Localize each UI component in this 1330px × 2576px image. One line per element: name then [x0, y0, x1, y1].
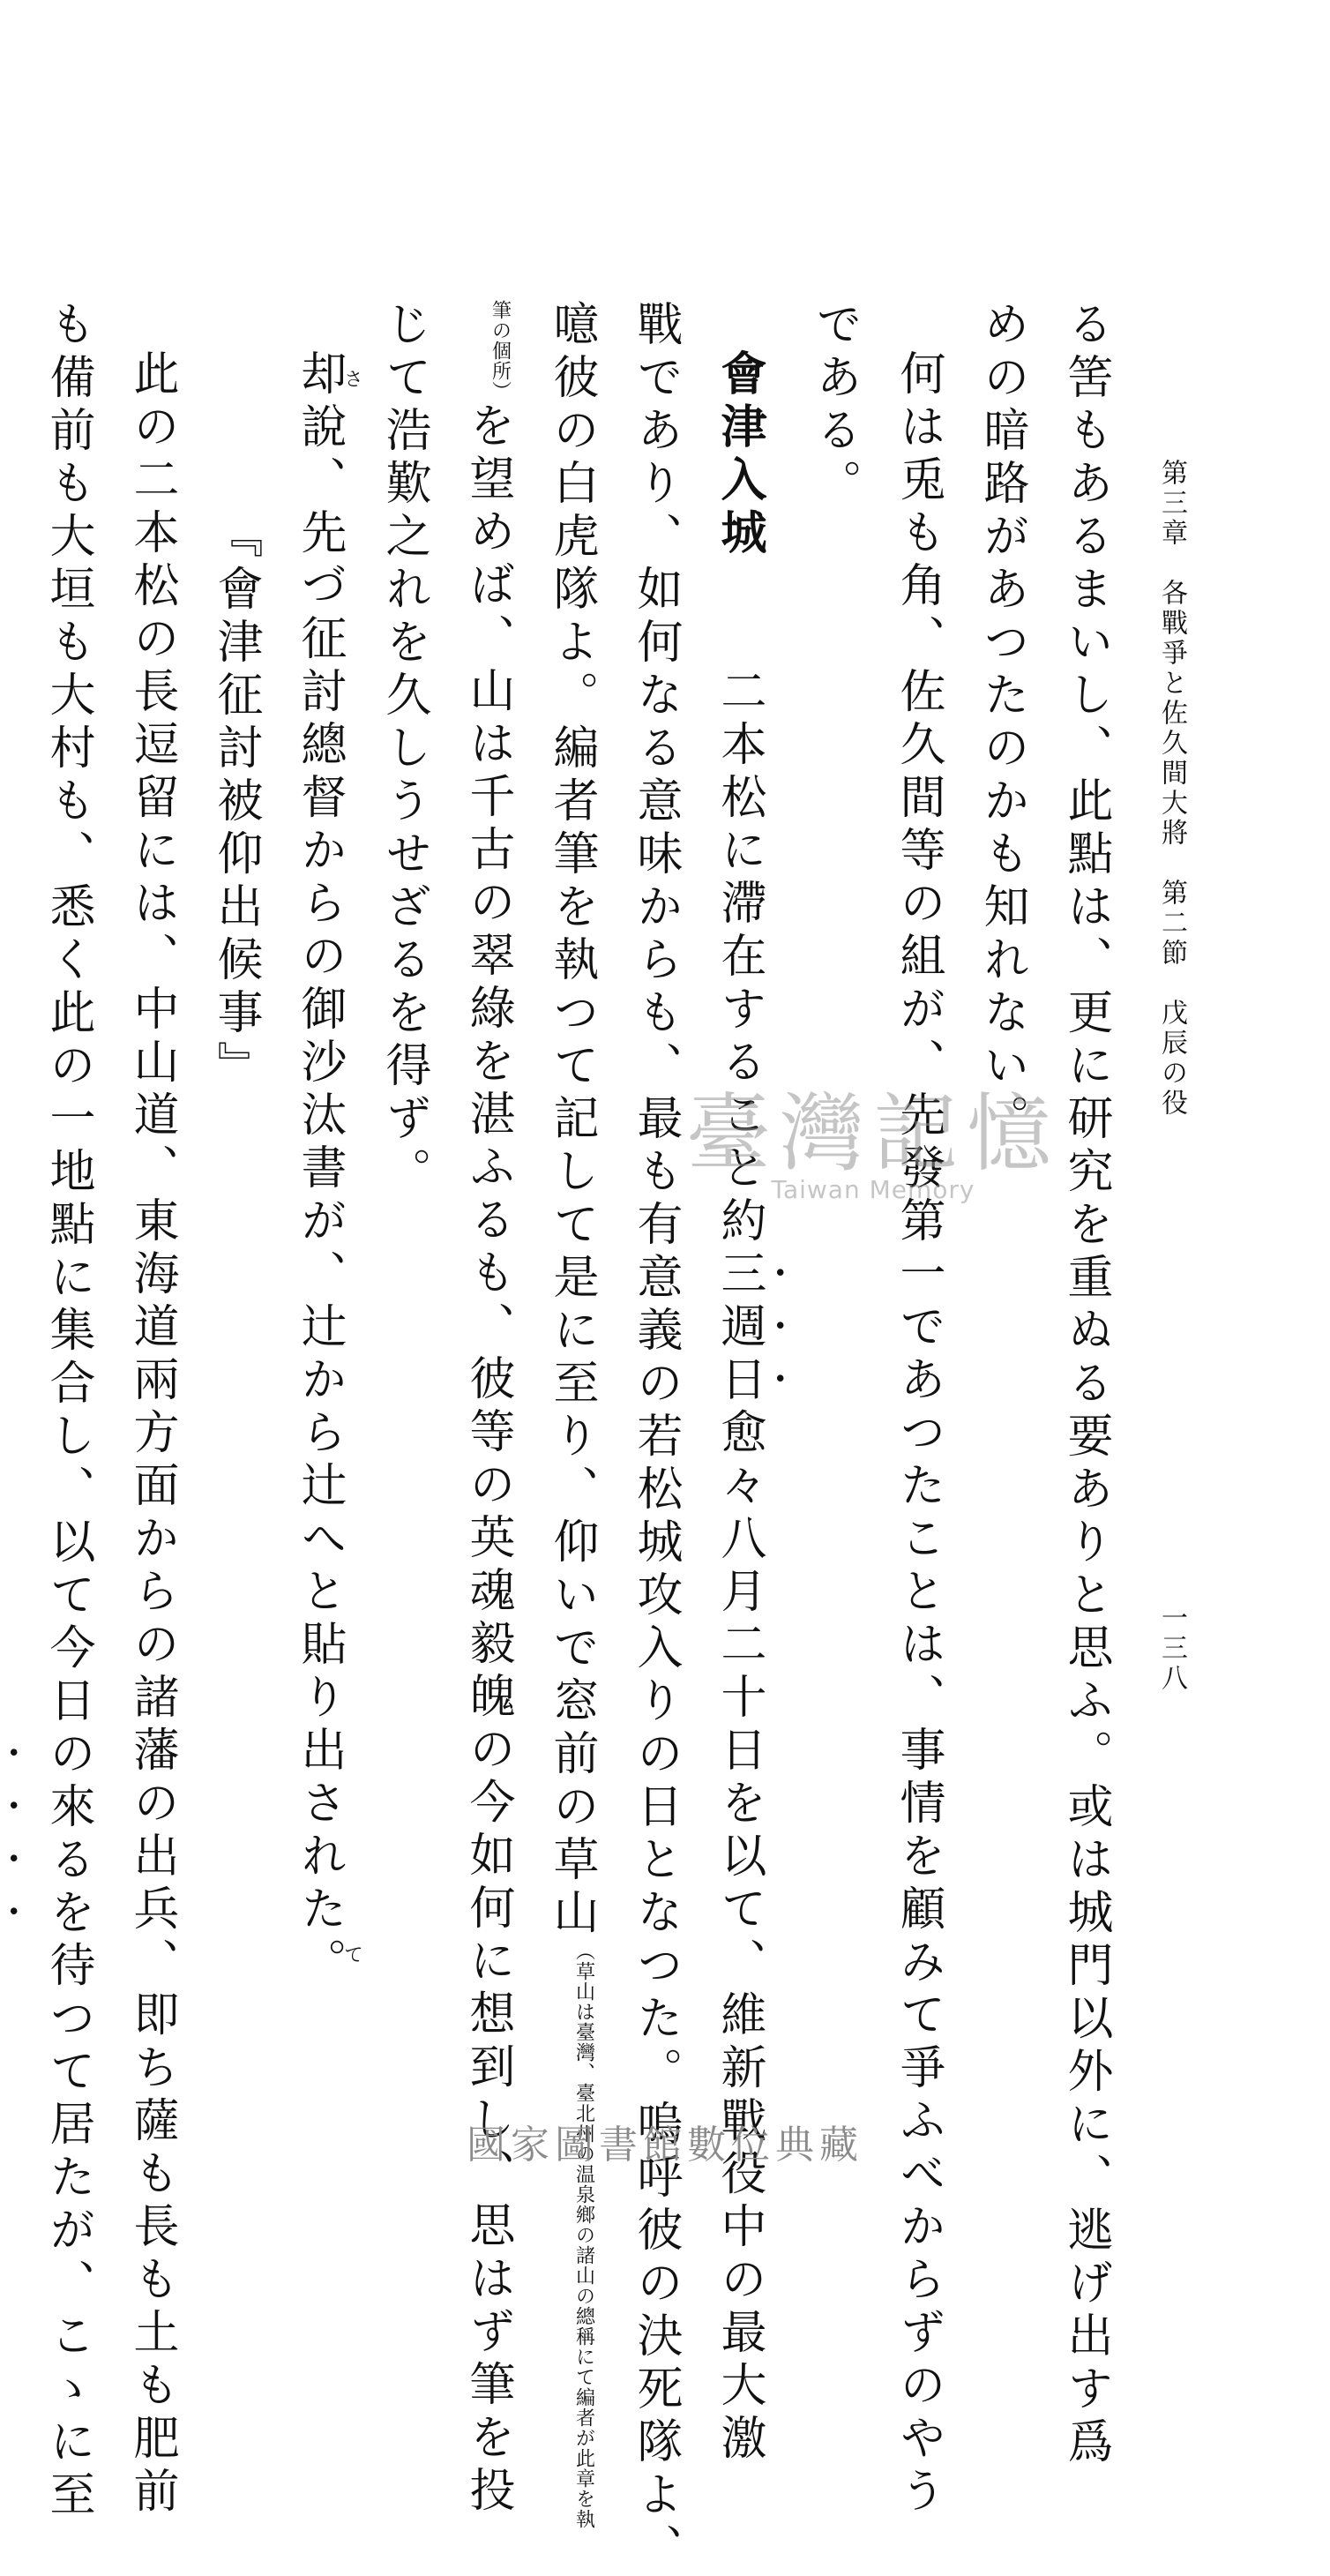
text-line: めの暗路があつたのかも知れない。: [975, 300, 1028, 1147]
inline-note: （草山は臺灣、臺北州の温泉鄉の諸山の總稱にて編者が此章を執: [572, 1941, 595, 2529]
text-line: [277, 300, 362, 2029]
text-line: 『會津征討被仰出候事』: [209, 512, 262, 1094]
text-span: 却說、先づ征討總督からの御沙汰書が、辻から辻へと貼り出された。: [293, 349, 346, 1990]
running-head: 第三章 各戰爭と佐久間大將 第二節 戊辰の役: [1156, 459, 1187, 1119]
text-line: 戰であり、如何なる意味からも、最も有意義の若松城攻入りの日となつた。嗚呼彼の決死隊よ、: [629, 300, 682, 2576]
text-line: る筈もあるまいし、此點は、更に研究を重ぬる要ありと思ふ。或は城門以外に、逃げ出す爲: [1059, 300, 1112, 2470]
text-line: 此の二本松の長逗留には、中山道、東海道兩方面からの諸藩の出兵、即ち薩も長も土も肥前: [125, 349, 178, 2520]
ruby-reading: さて: [340, 349, 363, 1990]
emphasis-span: 三週日: [713, 1249, 766, 1408]
text-line: じて浩歎之れを久しうせざるを得ず。: [377, 300, 430, 1200]
text-span: 噫彼の白虎隊よ。編者筆を執つて記して是に至り、仰いで窓前の草山: [545, 300, 598, 1941]
footer-caption: 國家圖書館數位典藏: [467, 2123, 863, 2168]
text-line: も備前も大垣も大村も、悉く此の一地點に集合し、以て今日の來るを待つて居たが、こゝに至: [41, 300, 94, 2523]
text-line: [445, 300, 529, 2519]
text-line: [529, 300, 613, 2529]
text-span: 愈々八月二十日を以て、維新戰役中の最大激: [713, 1408, 766, 2467]
text-span: を望めば、山は千古の翠綠を湛ふるも、彼等の英魂毅魄の今如何に想到し、思はず筆を投: [461, 401, 514, 2519]
watermark: [670, 1085, 1076, 1217]
text-line: 何は兎も角、佐久間等の組が、先發第一であつたことは、事情を顧みて爭ふべからずのやう: [892, 349, 945, 2520]
section-heading: 會津入城: [713, 349, 766, 561]
page-header: [1138, 459, 1191, 1694]
watermark-logo-text: 臺灣記憶: [686, 1084, 1060, 1183]
text-line: である。: [808, 300, 861, 512]
watermark-subtitle: Taiwan Memory: [771, 1175, 975, 1204]
text-line: [0, 300, 26, 2029]
inline-note: 筆の個所）: [489, 300, 512, 401]
text-span: 二本松に滯在すること約: [713, 667, 766, 1249]
page-number: 一三八: [1156, 1604, 1187, 1694]
